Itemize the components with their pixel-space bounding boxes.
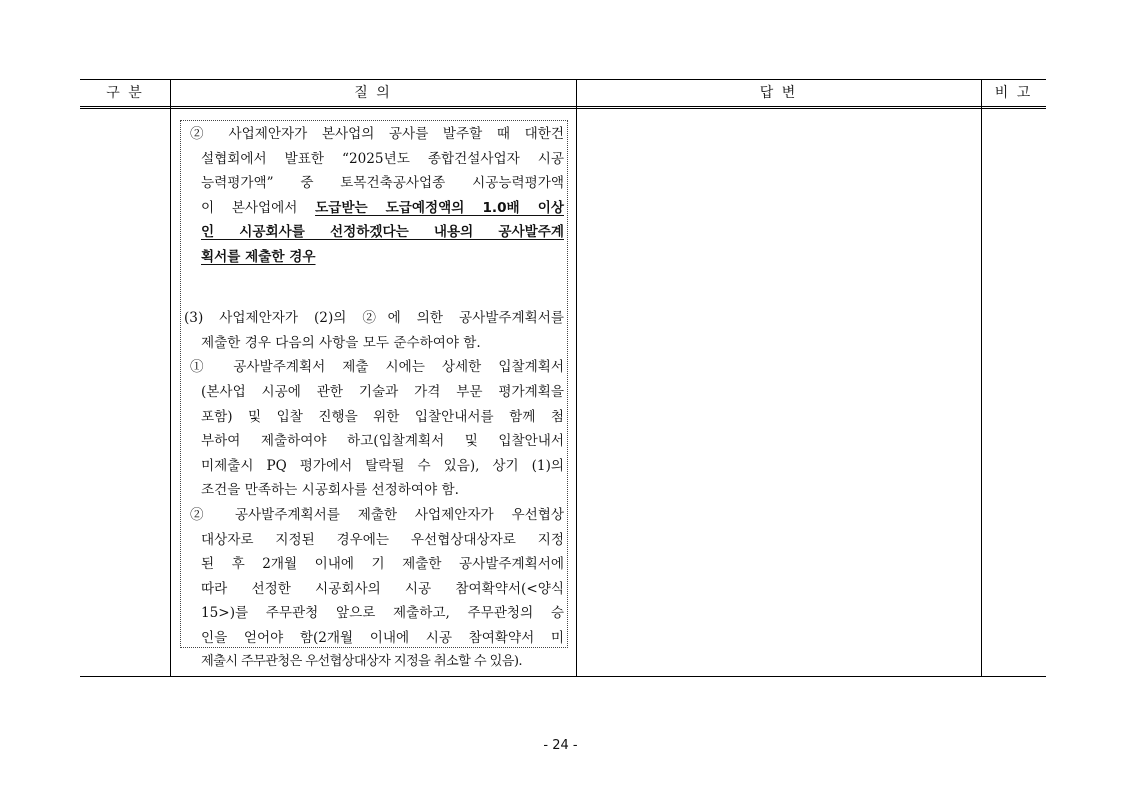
- question-line: 15>)를 주무관청 앞으로 제출하고, 주무관청의 승: [201, 605, 564, 622]
- table-bottom-rule: [80, 676, 1046, 677]
- question-line: 된 후 2개월 이내에 기 제출한 공사발주계획서에: [201, 556, 564, 573]
- question-line: 제출한 경우 다음의 사항을 모두 준수하여야 함.: [201, 334, 481, 351]
- question-line-part: 이 본사업에서: [201, 199, 316, 216]
- question-line: ② 사업제안자가 본사업의 공사를 발주할 때 대한건: [190, 126, 564, 142]
- question-line: 포함) 및 입찰 진행을 위한 입찰안내서를 함께 첨: [201, 408, 564, 425]
- page-number: - 24 -: [543, 738, 578, 753]
- column-divider-1: [170, 79, 171, 676]
- question-line: 설협회에서 발표한 “2025년도 종합건설사업자 시공: [201, 150, 564, 167]
- question-line: 부하여 제출하여야 하고(입찰계획서 및 입찰안내서: [201, 433, 564, 450]
- table-header: [80, 79, 1046, 109]
- emphasis-text: 인 시공회사를 선정하겠다는 내용의 공사발주계: [201, 224, 564, 241]
- question-line: 따라 선정한 시공회사의 시공 참여확약서(<양식: [201, 580, 564, 597]
- question-line: (본사업 시공에 관한 기술과 가격 부문 평가계획을: [201, 383, 564, 400]
- question-line: 능력평가액” 중 토목건축공사업종 시공능력평가액: [201, 175, 564, 192]
- header-remarks: 비 고: [994, 85, 1033, 101]
- question-line: ① 공사발주계획서 제출 시에는 상세한 입찰계획서: [190, 359, 564, 376]
- emphasis-text: 도급받는 도급예정액의 1.0배 이상: [315, 199, 564, 216]
- question-line: 제출시 주무관청은 우선협상대상자 지정을 취소할 수 있음).: [201, 654, 523, 670]
- question-line: ② 공사발주계획서를 제출한 사업제안자가 우선협상: [190, 506, 564, 523]
- header-answer: 답 변: [759, 85, 798, 101]
- question-line: (3) 사업제안자가 (2)의 ②에 의한 공사발주계획서를: [184, 310, 564, 327]
- header-question: 질 의: [354, 85, 392, 101]
- question-line: 조건을 만족하는 시공회사를 선정하여야 함.: [201, 482, 459, 499]
- question-line: 인을 얻어야 함(2개월 이내에 시공 참여확약서 미: [201, 629, 564, 646]
- emphasis-text: 획서를 제출한 경우: [201, 248, 316, 265]
- header-category: 구 분: [106, 85, 144, 101]
- question-line: [184, 196, 564, 221]
- question-line: 미제출시 PQ 평가에서 탈락될 수 있음), 상기 (1)의: [201, 457, 564, 474]
- column-divider-3: [981, 79, 982, 676]
- question-line: 대상자로 지정된 경우에는 우선협상대상자로 지정: [201, 531, 564, 548]
- column-divider-2: [576, 79, 577, 676]
- question-text: [184, 122, 564, 675]
